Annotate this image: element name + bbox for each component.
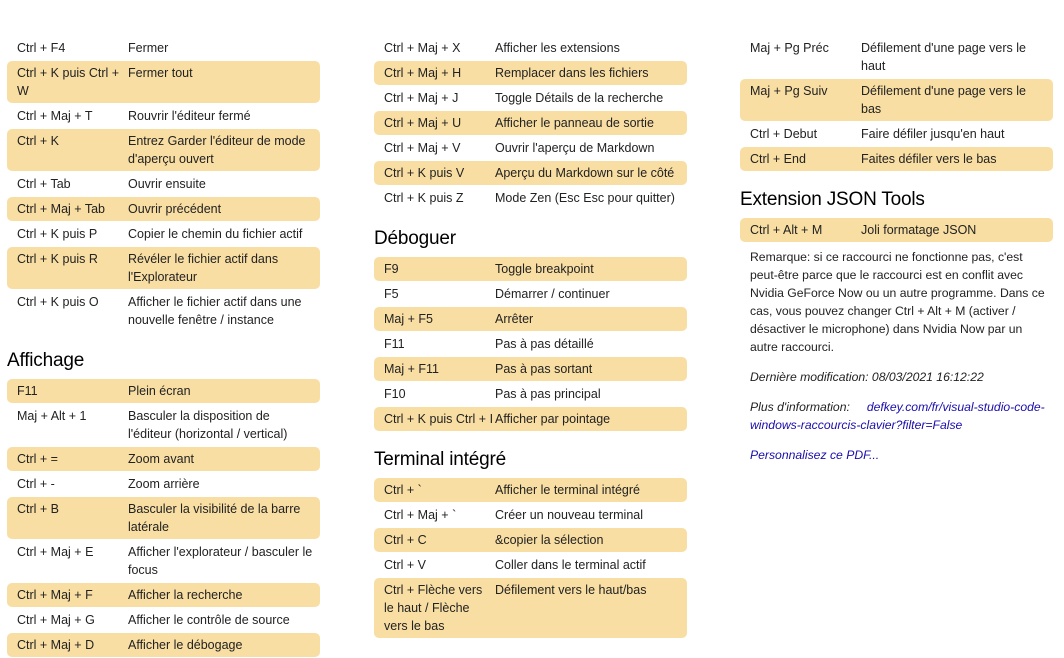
shortcut-description: Zoom avant bbox=[128, 452, 195, 466]
shortcut-row bbox=[7, 608, 320, 632]
shortcut-key: Ctrl + Maj + G bbox=[17, 613, 95, 627]
shortcut-row bbox=[7, 290, 320, 332]
more-info-label: Plus d'information: bbox=[750, 400, 850, 414]
section-title-affichage: Affichage bbox=[7, 350, 85, 371]
shortcut-description: Toggle breakpoint bbox=[495, 262, 594, 276]
shortcut-key: Ctrl + K puis Ctrl + I bbox=[384, 412, 494, 426]
section-title-json-tools: Extension JSON Tools bbox=[740, 189, 925, 210]
shortcut-description: Afficher le terminal intégré bbox=[495, 483, 640, 497]
shortcut-row bbox=[374, 332, 687, 356]
shortcut-description: Arrêter bbox=[495, 312, 534, 326]
shortcut-row bbox=[374, 282, 687, 306]
customize-pdf-link[interactable]: Personnalisez ce PDF... bbox=[750, 448, 880, 462]
shortcut-key: Ctrl + Maj + X bbox=[384, 41, 461, 55]
shortcut-description: Défilement d'une page vers le bas bbox=[861, 84, 1026, 116]
shortcut-row bbox=[740, 218, 1053, 242]
shortcut-row bbox=[374, 61, 687, 85]
shortcut-row bbox=[7, 36, 320, 60]
shortcut-key: Ctrl + K puis V bbox=[384, 166, 465, 180]
shortcut-key: Ctrl + Maj + D bbox=[17, 638, 95, 652]
shortcut-description: Zoom arrière bbox=[128, 477, 200, 491]
shortcut-row bbox=[374, 257, 687, 281]
shortcut-description: Fermer bbox=[128, 41, 169, 55]
shortcut-description: Afficher la recherche bbox=[128, 588, 243, 602]
shortcut-row bbox=[7, 633, 320, 657]
shortcut-key: Ctrl + ` bbox=[384, 483, 422, 497]
shortcut-key: Ctrl + = bbox=[17, 452, 58, 466]
shortcut-key: F9 bbox=[384, 262, 399, 276]
shortcut-key: Maj + F5 bbox=[384, 312, 433, 326]
shortcut-row bbox=[740, 122, 1053, 146]
shortcut-key: Ctrl + Alt + M bbox=[750, 223, 823, 237]
shortcut-description: Ouvrir ensuite bbox=[128, 177, 206, 191]
shortcut-key: Ctrl + K puis R bbox=[17, 252, 98, 266]
shortcut-key: Ctrl + Maj + H bbox=[384, 66, 462, 80]
shortcut-description: Révéler le fichier actif dans l'Explorateur bbox=[128, 252, 279, 284]
shortcut-row bbox=[7, 172, 320, 196]
shortcut-key: Ctrl + Maj + Tab bbox=[17, 202, 106, 216]
shortcut-key: Ctrl + Maj + V bbox=[384, 141, 461, 155]
section-title-terminal: Terminal intégré bbox=[374, 449, 506, 470]
shortcut-list bbox=[7, 379, 320, 657]
shortcut-description: Remplacer dans les fichiers bbox=[495, 66, 649, 80]
shortcut-list bbox=[740, 218, 1053, 242]
shortcut-description: Afficher le panneau de sortie bbox=[495, 116, 654, 130]
shortcut-key: Ctrl + B bbox=[17, 502, 60, 516]
shortcut-description: Joli formatage JSON bbox=[861, 223, 977, 237]
shortcut-description: Pas à pas sortant bbox=[495, 362, 593, 376]
shortcut-row bbox=[374, 382, 687, 406]
section-title-deboguer: Déboguer bbox=[374, 228, 456, 249]
shortcut-description: Afficher les extensions bbox=[495, 41, 620, 55]
shortcut-row bbox=[374, 407, 687, 431]
shortcut-description: Plein écran bbox=[128, 384, 191, 398]
shortcut-row bbox=[7, 129, 320, 171]
shortcut-description: Afficher par pointage bbox=[495, 412, 611, 426]
shortcut-key: Ctrl + Maj + J bbox=[384, 91, 459, 105]
shortcut-description: Faire défiler jusqu'en haut bbox=[861, 127, 1005, 141]
shortcut-key: Maj + F11 bbox=[384, 362, 439, 376]
shortcut-list bbox=[374, 36, 687, 210]
last-modified: Dernière modification: 08/03/2021 16:12:22 bbox=[750, 370, 984, 384]
shortcut-key: Ctrl + Maj + T bbox=[17, 109, 93, 123]
shortcut-key: Ctrl + K bbox=[17, 134, 60, 148]
shortcut-key: Ctrl + F4 bbox=[17, 41, 66, 55]
shortcut-description: Pas à pas principal bbox=[495, 387, 601, 401]
shortcut-row bbox=[374, 161, 687, 185]
shortcut-key: Ctrl + - bbox=[17, 477, 55, 491]
shortcut-description: Afficher le contrôle de source bbox=[128, 613, 290, 627]
shortcut-row bbox=[374, 578, 687, 638]
shortcut-row bbox=[374, 186, 687, 210]
shortcut-description: Ouvrir précédent bbox=[128, 202, 222, 216]
shortcut-key: F11 bbox=[384, 337, 405, 351]
shortcut-key: Ctrl + Tab bbox=[17, 177, 71, 191]
shortcut-description: Aperçu du Markdown sur le côté bbox=[495, 166, 675, 180]
shortcut-key: Ctrl + Maj + U bbox=[384, 116, 462, 130]
shortcut-key: Ctrl + Maj + E bbox=[17, 545, 94, 559]
shortcut-row bbox=[374, 111, 687, 135]
shortcut-row bbox=[374, 553, 687, 577]
shortcut-row bbox=[374, 357, 687, 381]
shortcut-row bbox=[7, 583, 320, 607]
shortcut-key: F11 bbox=[17, 384, 38, 398]
shortcut-description: Afficher le fichier actif dans une nouvelle fenêtre / instance bbox=[128, 295, 302, 327]
shortcut-key: Ctrl + Flèche vers le haut / Flèche vers le bas bbox=[384, 583, 483, 633]
shortcut-description: Fermer tout bbox=[128, 66, 193, 80]
shortcut-key: Maj + Pg Préc bbox=[750, 41, 829, 55]
shortcut-description: Toggle Détails de la recherche bbox=[495, 91, 664, 105]
shortcut-description: Démarrer / continuer bbox=[495, 287, 610, 301]
shortcut-list bbox=[7, 36, 320, 332]
shortcut-description: Ouvrir l'aperçu de Markdown bbox=[495, 141, 655, 155]
shortcut-list bbox=[740, 36, 1053, 171]
more-info bbox=[740, 398, 1053, 434]
shortcut-row bbox=[7, 247, 320, 289]
shortcut-key: Ctrl + K puis P bbox=[17, 227, 98, 241]
shortcut-description: Copier le chemin du fichier actif bbox=[128, 227, 303, 241]
shortcut-row bbox=[7, 447, 320, 471]
shortcut-key: F5 bbox=[384, 287, 399, 301]
shortcut-description: Basculer la disposition de l'éditeur (horizontal / vertical) bbox=[128, 409, 288, 441]
shortcut-description: Mode Zen (Esc Esc pour quitter) bbox=[495, 191, 675, 205]
column-3 bbox=[740, 36, 1053, 464]
shortcut-description: Rouvrir l'éditeur fermé bbox=[128, 109, 251, 123]
shortcut-key: Ctrl + Maj + ` bbox=[384, 508, 457, 522]
column-2 bbox=[374, 36, 687, 639]
shortcut-description: Basculer la visibilité de la barre latérale bbox=[128, 502, 301, 534]
shortcut-description: Défilement vers le haut/bas bbox=[495, 583, 647, 597]
shortcut-list bbox=[374, 257, 687, 431]
shortcut-description: Entrez Garder l'éditeur de mode d'aperçu ouvert bbox=[128, 134, 306, 166]
shortcut-key: Ctrl + K puis Z bbox=[384, 191, 464, 205]
shortcut-row bbox=[7, 472, 320, 496]
shortcut-row bbox=[7, 222, 320, 246]
shortcut-description: Coller dans le terminal actif bbox=[495, 558, 646, 572]
shortcut-description: &copier la sélection bbox=[495, 533, 604, 547]
shortcut-row bbox=[374, 307, 687, 331]
customize-pdf bbox=[740, 446, 1053, 464]
shortcut-description: Défilement d'une page vers le haut bbox=[861, 41, 1026, 73]
shortcut-row bbox=[7, 379, 320, 403]
json-tools-note: Remarque: si ce raccourci ne fonctionne pas, c'est peut-être parce que le raccourci est en conflit avec Nvidia GeForce Now ou un autre programme. Dans ce cas, vous pouvez changer Ctrl + Alt + M (activer / désactiver le microphone) dans Nvidia Now par un autre raccourci. bbox=[750, 250, 1045, 354]
shortcut-description: Afficher le débogage bbox=[128, 638, 243, 652]
shortcut-key: Maj + Pg Suiv bbox=[750, 84, 828, 98]
column-1 bbox=[7, 36, 320, 658]
shortcut-row bbox=[374, 86, 687, 110]
shortcut-row bbox=[740, 79, 1053, 121]
shortcut-row bbox=[7, 104, 320, 128]
shortcut-row bbox=[740, 36, 1053, 78]
shortcut-key: Ctrl + C bbox=[384, 533, 427, 547]
shortcut-key: Ctrl + End bbox=[750, 152, 806, 166]
shortcut-key: F10 bbox=[384, 387, 406, 401]
shortcut-description: Pas à pas détaillé bbox=[495, 337, 594, 351]
shortcut-description: Créer un nouveau terminal bbox=[495, 508, 643, 522]
shortcut-row bbox=[7, 404, 320, 446]
shortcut-row bbox=[374, 36, 687, 60]
shortcut-row bbox=[7, 497, 320, 539]
shortcut-key: Ctrl + Maj + F bbox=[17, 588, 93, 602]
shortcut-row bbox=[7, 197, 320, 221]
shortcut-row bbox=[374, 478, 687, 502]
shortcut-key: Ctrl + K puis Ctrl + W bbox=[17, 66, 120, 98]
shortcut-row bbox=[7, 540, 320, 582]
shortcut-list bbox=[374, 478, 687, 638]
shortcut-description: Afficher l'explorateur / basculer le focus bbox=[128, 545, 313, 577]
shortcut-row bbox=[374, 503, 687, 527]
shortcut-key: Ctrl + Debut bbox=[750, 127, 818, 141]
shortcut-key: Ctrl + K puis O bbox=[17, 295, 99, 309]
shortcut-row bbox=[7, 61, 320, 103]
shortcut-key: Maj + Alt + 1 bbox=[17, 409, 87, 423]
shortcut-row bbox=[374, 136, 687, 160]
more-info-link[interactable]: defkey.com/fr/visual-studio-code-windows-raccourcis-clavier?filter=False bbox=[750, 400, 1045, 432]
shortcut-key: Ctrl + V bbox=[384, 558, 427, 572]
shortcut-row bbox=[374, 528, 687, 552]
shortcut-description: Faites défiler vers le bas bbox=[861, 152, 997, 166]
shortcut-row bbox=[740, 147, 1053, 171]
